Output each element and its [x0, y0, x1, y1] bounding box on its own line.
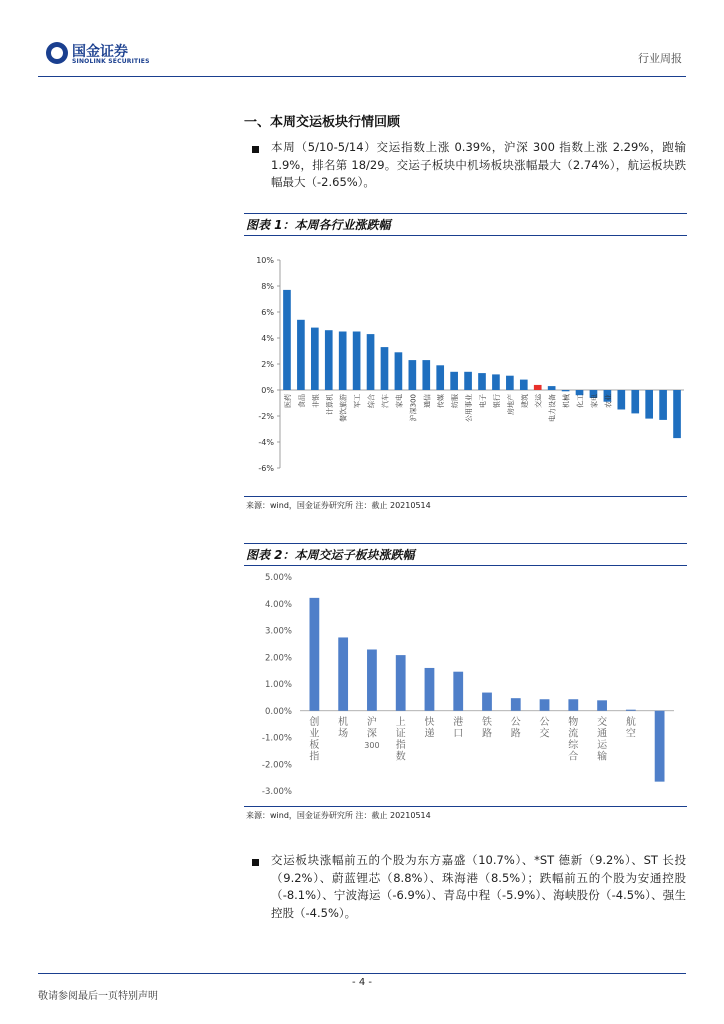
- bar: [396, 655, 406, 711]
- figure1-bottom-rule: [244, 496, 687, 497]
- bar: [492, 374, 500, 390]
- industry-change-chart: [244, 240, 687, 495]
- y-tick-label: -3.00%: [261, 787, 292, 797]
- figure2-title: 图表 2：本周交运子板块涨跌幅: [246, 548, 415, 562]
- figure2-bottom-rule: [244, 806, 687, 807]
- bar: [548, 386, 556, 390]
- y-tick-label: 4.00%: [264, 599, 292, 610]
- x-tick-label: 物流综合: [568, 716, 579, 763]
- x-tick-label: 军工: [353, 394, 362, 408]
- y-tick-label: 5.00%: [264, 573, 292, 583]
- summary-paragraph: 本周（5/10-5/14）交运指数上涨 0.39%，沪深 300 指数上涨 2.29%，跑输 1.9%，排名第 18/29。交运子板块中机场板块涨幅最大（2.74%），航运板块跌幅最大（-2.65%）。: [271, 140, 686, 189]
- x-tick-label: 电力设备: [548, 394, 557, 422]
- x-tick-label: 通信: [423, 394, 432, 408]
- x-tick-label: 银行: [492, 394, 501, 408]
- x-tick-label: 综合: [367, 394, 376, 408]
- x-tick-label: 铁路: [482, 716, 492, 740]
- bar: [409, 360, 417, 390]
- y-tick-label: 4%: [261, 334, 274, 343]
- y-tick-label: -1.00%: [261, 733, 292, 744]
- x-tick-label: 快递: [424, 716, 435, 740]
- bar: [453, 672, 463, 711]
- section-title: 一、本周交运板块行情回顾: [244, 115, 401, 130]
- bar: [309, 598, 319, 711]
- bar: [311, 328, 319, 390]
- footer-disclaimer: 敬请参阅最后一页特别声明: [38, 991, 158, 1002]
- x-tick-label: 餐饮旅游: [339, 394, 348, 422]
- figure1-top-rule: [244, 213, 687, 214]
- x-tick-label: 沪深300: [409, 394, 418, 422]
- x-tick-label: 家电: [395, 394, 404, 408]
- figure2-title-rule: [244, 565, 687, 566]
- x-tick-label: 建筑: [520, 394, 529, 408]
- x-tick-label: 电子: [479, 394, 487, 408]
- x-tick-label: 机场: [338, 716, 349, 740]
- bar: [655, 711, 665, 782]
- x-tick-label: 港口: [453, 716, 464, 740]
- bar: [568, 699, 578, 711]
- bar: [283, 290, 291, 390]
- y-tick-label: 2.00%: [264, 653, 292, 664]
- bar: [626, 710, 636, 711]
- x-tick-label: 交运: [534, 394, 543, 408]
- bar: [297, 320, 305, 390]
- company-logo: [46, 42, 152, 68]
- logo-text-cn: 国金证券: [72, 44, 128, 60]
- x-tick-label: 计算机: [325, 394, 334, 415]
- bar: [631, 390, 639, 413]
- page-number: - 4 -: [352, 977, 372, 988]
- bar: [540, 699, 550, 711]
- bar: [422, 360, 430, 390]
- bar: [478, 373, 486, 390]
- bar: [645, 390, 653, 419]
- subsector-change-chart: [244, 567, 687, 807]
- y-tick-label: -6%: [258, 464, 274, 473]
- bar: [381, 347, 389, 390]
- x-tick-label: 家电: [590, 394, 599, 408]
- bar: [520, 380, 528, 390]
- bar: [450, 372, 458, 390]
- x-tick-label: 沪深 300: [364, 716, 380, 750]
- y-tick-label: 2%: [261, 360, 274, 369]
- header-divider: [38, 76, 686, 77]
- x-tick-label: 航空: [625, 716, 636, 740]
- bullet-square-icon: [252, 146, 259, 153]
- bar: [436, 365, 444, 390]
- bar: [395, 352, 403, 390]
- y-tick-label: 10%: [256, 256, 274, 265]
- y-tick-label: 0.00%: [264, 706, 292, 717]
- bar: [367, 649, 377, 710]
- figure1-title: 图表 1：本周各行业涨跌幅: [246, 218, 391, 232]
- y-tick-label: -2%: [258, 412, 274, 421]
- bar: [506, 376, 514, 390]
- bar: [617, 390, 625, 410]
- figure1-source: 来源：wind，国金证券研究所 注：截止 20210514: [246, 501, 431, 510]
- figure1-title-rule: [244, 235, 687, 236]
- x-tick-label: 食品: [297, 394, 306, 408]
- x-tick-label: 汽车: [381, 394, 390, 408]
- document-type: 行业周报: [638, 52, 682, 65]
- y-tick-label: -2.00%: [261, 760, 292, 771]
- x-tick-label: 非银: [311, 394, 320, 408]
- x-tick-label: 房地产: [506, 394, 515, 415]
- bar: [338, 637, 348, 710]
- bar: [367, 334, 375, 390]
- figure2-top-rule: [244, 543, 687, 544]
- logo-mark-icon: [46, 42, 68, 64]
- bar: [325, 330, 333, 390]
- x-tick-label: 纺服: [451, 394, 460, 408]
- top-movers-paragraph: 交运板块涨幅前五的个股为东方嘉盛（10.7%）、*ST 德新（9.2%）、ST 长投（9.2%）、蔚蓝锂芯（8.8%）、珠海港（8.5%）；跌幅前五的个股为安通控股（-8.1%）、宁波海运（-6.9%）、青岛中程（-5.9%）、海峡股份（-4.5%）、强生控股（-4.5%）。: [271, 853, 686, 920]
- x-tick-label: 公路: [510, 716, 521, 740]
- y-tick-label: 0%: [261, 386, 274, 395]
- bar: [353, 332, 361, 391]
- y-tick-label: 3.00%: [264, 626, 292, 637]
- bar: [482, 693, 492, 711]
- x-tick-label: 传媒: [437, 394, 446, 408]
- bar: [339, 332, 347, 391]
- x-tick-label: 医药: [283, 394, 292, 408]
- bar: [464, 372, 472, 390]
- x-tick-label: 机械: [562, 394, 571, 408]
- bar: [673, 390, 681, 438]
- logo-text-en: SINOLINK SECURITIES: [72, 58, 150, 65]
- x-tick-label: 化工: [576, 394, 585, 408]
- x-tick-label: 创业板指: [309, 716, 320, 763]
- y-tick-label: 8%: [261, 282, 274, 291]
- bar: [562, 390, 570, 391]
- bullet-square-icon: [252, 859, 259, 866]
- x-tick-label: 公交: [539, 716, 550, 740]
- x-tick-label: 公用事业: [465, 394, 474, 422]
- y-tick-label: 1.00%: [264, 680, 292, 690]
- x-tick-label: 农业: [604, 394, 613, 408]
- bar: [425, 668, 435, 711]
- bar: [597, 700, 607, 710]
- x-tick-label: 上证指数: [395, 716, 406, 763]
- bar: [659, 390, 667, 420]
- figure2-source: 来源：wind，国金证券研究所 注：截止 20210514: [246, 811, 431, 820]
- footer-divider: [38, 973, 686, 974]
- y-tick-label: 6%: [261, 308, 274, 317]
- y-tick-label: -4%: [258, 438, 274, 447]
- x-tick-label: 交通运输: [597, 716, 608, 763]
- bar: [511, 698, 521, 711]
- bar: [534, 385, 542, 390]
